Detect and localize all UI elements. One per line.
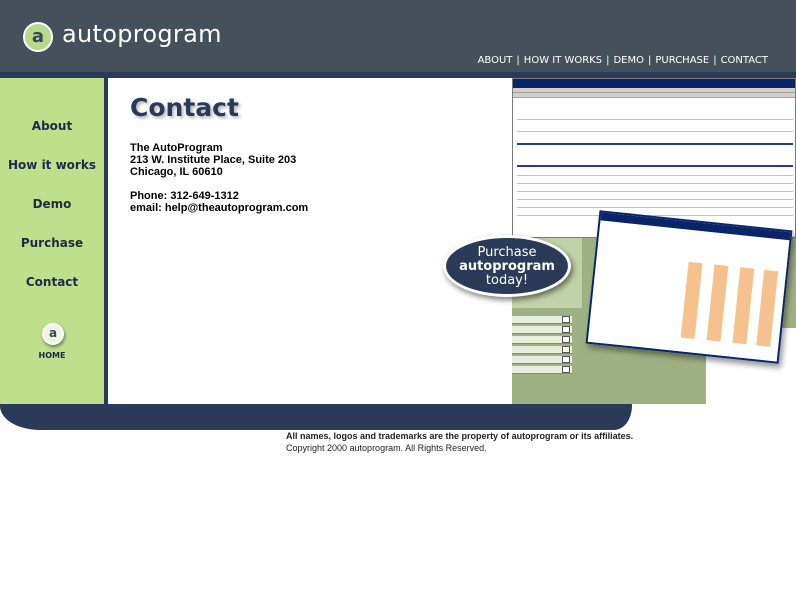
contact-phone: Phone: 312-649-1312: [130, 190, 239, 202]
top-nav: [478, 55, 768, 66]
contact-email[interactable]: email: help@theautoprogram.com: [130, 202, 309, 214]
nav-separator: |: [516, 55, 520, 66]
home-label[interactable]: HOME: [38, 351, 66, 360]
topnav-purchase[interactable]: PURCHASE: [655, 55, 710, 66]
promo-line-3: today!: [485, 273, 529, 288]
spreadsheet-screenshot: [512, 78, 796, 238]
topnav-contact[interactable]: CONTACT: [720, 55, 768, 66]
nav-separator: |: [606, 55, 610, 66]
main-content: [108, 78, 512, 404]
trademark-notice: All names, logos and trademarks are the property of autoprogram or its affiliates.: [286, 431, 634, 441]
topnav-demo[interactable]: DEMO: [613, 55, 645, 66]
footer-swoosh: [0, 404, 632, 430]
nav-separator: |: [648, 55, 652, 66]
logo-icon[interactable]: a: [23, 22, 53, 52]
address-company: The AutoProgram: [130, 142, 223, 154]
home-icon[interactable]: a: [42, 323, 64, 345]
topnav-how-it-works[interactable]: HOW IT WORKS: [523, 55, 603, 66]
report-window-screenshot: [586, 210, 793, 364]
nav-separator: |: [713, 55, 717, 66]
topnav-about[interactable]: ABOUT: [477, 55, 513, 66]
page-title: Contact: [130, 93, 239, 122]
address-city: Chicago, IL 60610: [130, 166, 223, 178]
sidebar-item-how-it-works[interactable]: How it works: [8, 158, 96, 172]
sidebar-item-contact[interactable]: Contact: [25, 275, 79, 289]
sidebar-item-about[interactable]: About: [31, 119, 73, 133]
sidebar-item-purchase[interactable]: Purchase: [20, 236, 84, 250]
sidebar-item-demo[interactable]: Demo: [32, 197, 72, 211]
site-header: [0, 0, 796, 72]
product-screenshot-image: [512, 78, 796, 404]
promo-line-1: Purchase: [477, 245, 537, 260]
promo-line-2: autoprogram: [459, 259, 555, 274]
address-street: 213 W. Institute Place, Suite 203: [130, 154, 297, 166]
copyright-notice: Copyright 2000 autoprogram. All Rights Reserved.: [286, 443, 487, 453]
brand-name[interactable]: autoprogram: [62, 20, 222, 48]
purchase-promo-button[interactable]: [443, 235, 571, 297]
